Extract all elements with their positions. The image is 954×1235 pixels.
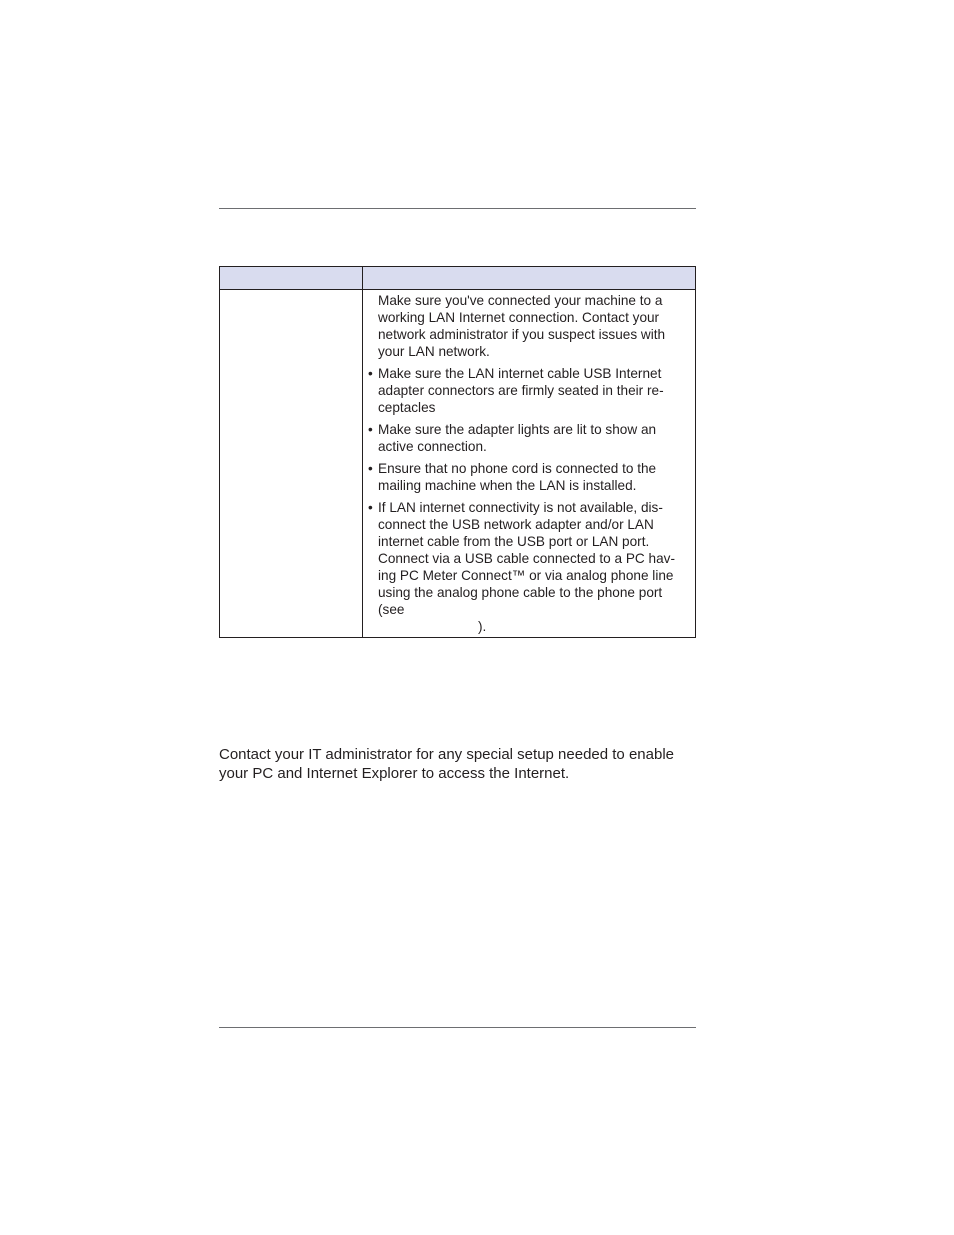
solution-item — [368, 421, 690, 455]
header-rule — [219, 208, 696, 209]
footer-rule — [219, 1027, 696, 1028]
table-header-row — [220, 267, 695, 290]
bullet: • — [368, 366, 373, 381]
column-divider — [362, 267, 363, 637]
solution-text: Make sure you've connected your machine to a working LAN Internet connection. Contact your network administrator if you suspect issues with your LAN network. — [378, 293, 666, 359]
troubleshooting-table — [219, 266, 696, 638]
bullet: • — [368, 422, 373, 437]
solution-text: Make sure the adapter lights are lit to show an active connection. — [378, 422, 657, 454]
solution-item — [368, 460, 690, 494]
bullet: • — [368, 461, 373, 476]
solution-text: If LAN internet connectivity is not available, dis-connect the USB network adapter and/or LAN internet cable from the USB port or LAN port. Connect via a USB cable connected to a PC hav-ing PC Meter Connect™ or via analog phone line using the analog phone cable to the phone port (see — [378, 500, 675, 617]
solution-text: Ensure that no phone cord is connected to the mailing machine when the LAN is installed. — [378, 461, 657, 493]
solution-closing: ). — [478, 619, 487, 634]
solution-cell — [368, 292, 690, 640]
it-admin-paragraph: Contact your IT administrator for any special setup needed to enable your PC and Internet Explorer to access the Internet. — [219, 746, 674, 782]
solution-item — [368, 292, 690, 360]
solution-item — [368, 365, 690, 416]
solution-text: Make sure the LAN internet cable USB Internet adapter connectors are firmly seated in their re-ceptacles — [378, 366, 664, 415]
bullet: • — [368, 500, 373, 515]
solution-item — [368, 499, 690, 635]
